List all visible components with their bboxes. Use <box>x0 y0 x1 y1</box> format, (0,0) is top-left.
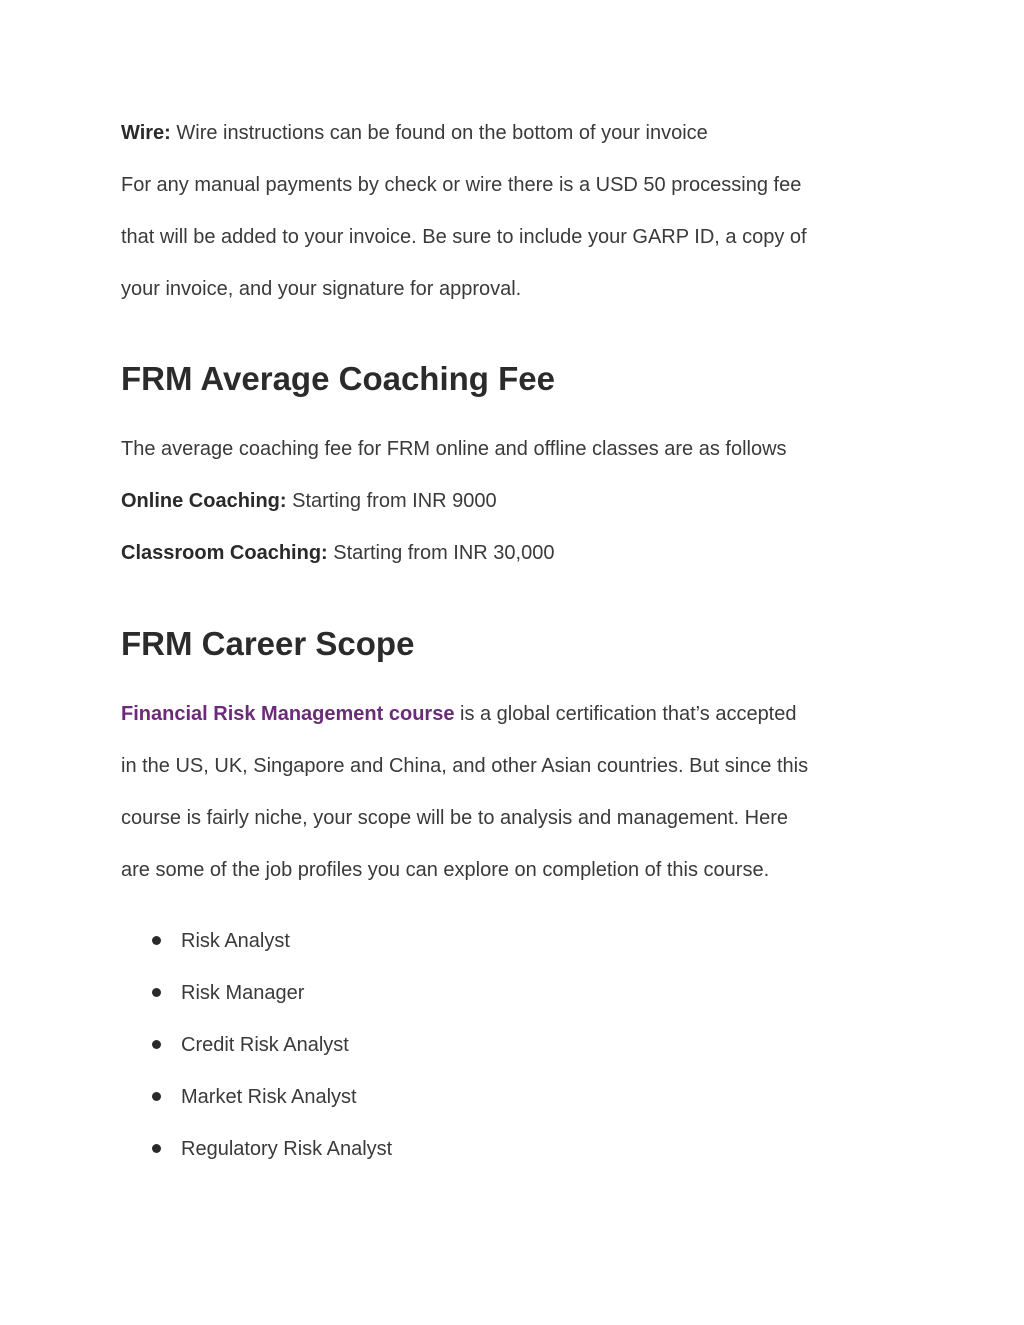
bullet-icon <box>152 1040 161 1049</box>
list-item <box>121 1019 392 1071</box>
bullet-icon <box>152 1144 161 1153</box>
career-line <box>121 688 808 740</box>
classroom-coaching-label: Classroom Coaching: <box>121 542 328 564</box>
job-profiles-list <box>121 915 392 1175</box>
coaching-fee-heading: FRM Average Coaching Fee <box>121 360 555 397</box>
manual-payment-line: that will be added to your invoice. Be sure to include your GARP ID, a copy of <box>121 226 807 248</box>
job-profile: Market Risk Analyst <box>181 1086 357 1108</box>
classroom-coaching-value: Starting from INR 30,000 <box>327 542 555 564</box>
career-scope-heading: FRM Career Scope <box>121 625 415 662</box>
wire-label: Wire: <box>121 122 171 144</box>
career-line: in the US, UK, Singapore and China, and other Asian countries. But since this <box>121 755 809 777</box>
job-profile: Risk Manager <box>181 982 305 1004</box>
coaching-fee-section <box>121 423 787 579</box>
career-line: are some of the job profiles you can explore on completion of this course. <box>121 859 770 881</box>
bullet-icon <box>152 988 161 997</box>
online-coaching-row <box>121 475 787 527</box>
job-profile: Credit Risk Analyst <box>181 1034 349 1056</box>
online-coaching-label: Online Coaching: <box>121 490 287 512</box>
wire-text: Wire instructions can be found on the bottom of your invoice <box>170 122 708 144</box>
classroom-coaching-row <box>121 527 787 579</box>
list-item <box>121 1123 392 1175</box>
career-line: course is fairly niche, your scope will be to analysis and management. Here <box>121 807 788 829</box>
list-item <box>121 1071 392 1123</box>
bullet-icon <box>152 1092 161 1101</box>
frm-course-link[interactable]: Financial Risk Management course <box>121 703 455 725</box>
career-line-rest: is a global certification that’s accepted <box>454 703 797 725</box>
wire-paragraph <box>121 107 708 159</box>
career-scope-paragraph <box>121 688 808 896</box>
list-item <box>121 915 392 967</box>
bullet-icon <box>152 936 161 945</box>
coaching-intro: The average coaching fee for FRM online and offline classes are as follows <box>121 438 787 460</box>
manual-payment-line: For any manual payments by check or wire there is a USD 50 processing fee <box>121 174 802 196</box>
online-coaching-value: Starting from INR 9000 <box>286 490 497 512</box>
job-profile: Regulatory Risk Analyst <box>181 1138 393 1160</box>
manual-payment-line: your invoice, and your signature for approval. <box>121 278 522 300</box>
list-item <box>121 967 392 1019</box>
manual-payment-paragraph <box>121 159 807 315</box>
job-profile: Risk Analyst <box>181 930 290 952</box>
